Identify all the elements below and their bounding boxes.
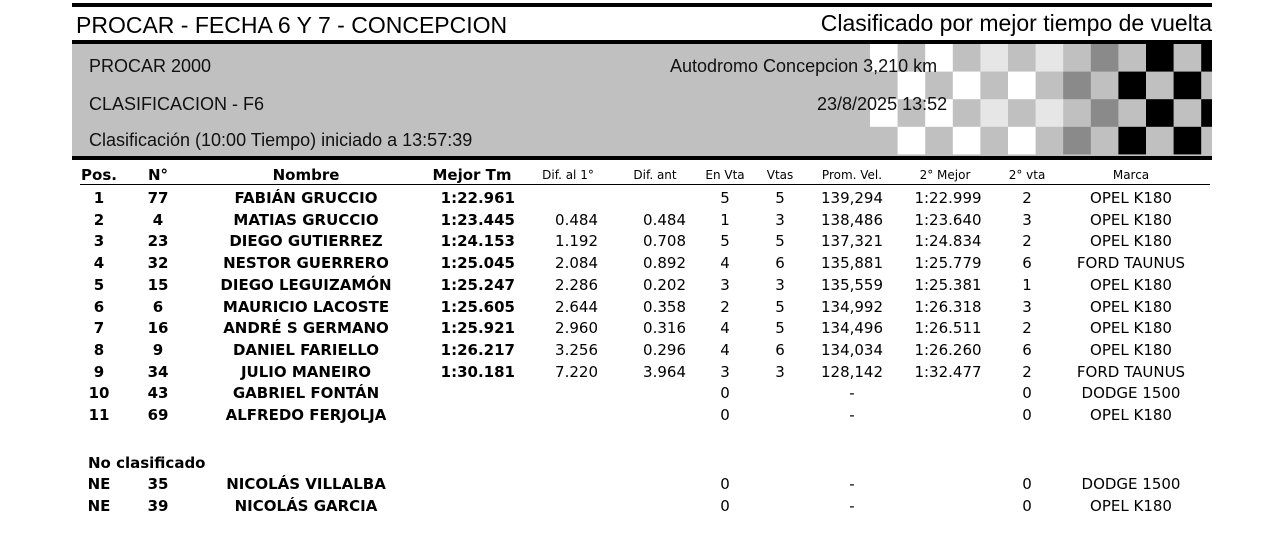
table-cell-num: 34 xyxy=(147,362,169,381)
table-cell-difant: 0.708 xyxy=(643,232,686,251)
column-header: Pos. xyxy=(81,166,117,184)
column-header: 2° vta xyxy=(1008,168,1046,182)
table-cell-prom: - xyxy=(849,406,855,424)
table-cell-dif1: 7.220 xyxy=(555,362,598,381)
column-header: Dif. al 1° xyxy=(542,168,594,182)
table-cell-vta2: 2 xyxy=(1022,232,1032,251)
table-cell-vta2: 0 xyxy=(1022,384,1032,403)
table-cell-second: 1:32.477 xyxy=(914,362,982,381)
session-label: CLASIFICACION - F6 xyxy=(89,94,265,114)
table-cell-name: MATIAS GRUCCIO xyxy=(233,210,379,229)
table-cell-marca: OPEL K180 xyxy=(1090,297,1172,316)
table-cell-envta: 0 xyxy=(720,406,730,424)
table-cell-vta2: 2 xyxy=(1022,189,1032,207)
table-cell-prom: 134,496 xyxy=(820,319,884,338)
table-cell-marca: OPEL K180 xyxy=(1090,189,1172,207)
column-header: Mejor Tm xyxy=(432,166,512,184)
table-cell-marca: OPEL K180 xyxy=(1090,406,1172,424)
table-cell-vtas: 5 xyxy=(775,232,785,251)
table-cell-best: 1:23.445 xyxy=(440,210,515,229)
table-cell-prom: 139,294 xyxy=(820,189,884,207)
table-cell-pos: 5 xyxy=(93,275,105,294)
table-cell-second: 1:26.318 xyxy=(914,297,982,316)
table-cell-vta2: 6 xyxy=(1022,340,1032,359)
table-cell-name: NESTOR GUERRERO xyxy=(223,254,389,273)
column-header: Prom. Vel. xyxy=(821,168,883,182)
table-cell-vtas: 3 xyxy=(775,275,785,294)
table-cell-prom: 137,321 xyxy=(820,232,884,251)
table-cell-num: 35 xyxy=(147,475,169,493)
table-cell-difant: 0.316 xyxy=(643,319,686,338)
table-cell-name: ANDRÉ S GERMANO xyxy=(223,319,389,338)
table-cell-vtas: 6 xyxy=(775,254,785,273)
table-cell-marca: FORD TAUNUS xyxy=(1076,254,1186,273)
table-cell-best: 1:30.181 xyxy=(440,362,515,381)
column-header: Vtas xyxy=(766,168,794,182)
table-cell-pos: NE xyxy=(87,496,111,515)
page-title: PROCAR - FECHA 6 Y 7 - CONCEPCION xyxy=(76,12,508,38)
table-cell-pos: 3 xyxy=(93,232,105,251)
table-cell-num: 4 xyxy=(152,210,164,229)
table-cell-second: 1:26.260 xyxy=(914,340,982,359)
table-cell-name: DIEGO GUTIERREZ xyxy=(229,232,383,251)
table-cell-prom: 128,142 xyxy=(820,362,884,381)
table-cell-best: 1:25.045 xyxy=(440,254,515,273)
track-label: Autodromo Concepcion 3,210 km xyxy=(670,56,938,76)
category-label: PROCAR 2000 xyxy=(89,56,212,76)
table-cell-num: 15 xyxy=(147,275,169,294)
table-cell-best: 1:25.605 xyxy=(440,297,515,316)
table-cell-name: NICOLÁS VILLALBA xyxy=(226,475,386,493)
table-cell-pos: 11 xyxy=(88,406,110,424)
table-cell-pos: 10 xyxy=(88,384,110,403)
table-cell-envta: 5 xyxy=(720,189,730,207)
table-cell-vta2: 6 xyxy=(1022,254,1032,273)
info-band xyxy=(72,40,1212,160)
table-cell-num: 39 xyxy=(147,496,169,515)
table-cell-vtas: 6 xyxy=(775,340,785,359)
table-cell-vta2: 0 xyxy=(1022,475,1032,493)
table-cell-pos: 1 xyxy=(93,189,105,207)
table-cell-vta2: 2 xyxy=(1022,362,1032,381)
table-cell-marca: FORD TAUNUS xyxy=(1076,362,1186,381)
table-cell-marca: DODGE 1500 xyxy=(1081,475,1181,493)
table-cell-vtas: 5 xyxy=(775,189,785,207)
table-cell-pos: 6 xyxy=(93,297,105,316)
table-cell-prom: 134,992 xyxy=(820,297,884,316)
table-cell-num: 9 xyxy=(152,340,164,359)
table-cell-num: 69 xyxy=(147,406,169,424)
table-cell-name: FABIÁN GRUCCIO xyxy=(234,189,378,207)
table-cell-num: 16 xyxy=(147,319,169,338)
table-cell-num: 6 xyxy=(152,297,164,316)
table-cell-pos: 2 xyxy=(93,210,105,229)
datetime-label: 23/8/2025 13:52 xyxy=(817,94,948,114)
table-cell-vtas: 5 xyxy=(775,319,785,338)
table-cell-marca: OPEL K180 xyxy=(1090,496,1172,515)
table-cell-name: JULIO MANEIRO xyxy=(240,362,372,381)
table-cell-pos: 7 xyxy=(93,319,105,338)
table-cell-num: 32 xyxy=(147,254,169,273)
table-cell-name: GABRIEL FONTÁN xyxy=(232,384,380,403)
table-cell-num: 77 xyxy=(147,189,169,207)
table-cell-pos: NE xyxy=(87,475,111,493)
table-cell-envta: 3 xyxy=(720,275,730,294)
table-cell-name: NICOLÁS GARCIA xyxy=(234,496,378,515)
table-cell-envta: 5 xyxy=(720,232,730,251)
no-clasificado-label: No clasificado xyxy=(88,454,206,472)
column-header: Marca xyxy=(1112,168,1150,182)
header-rule xyxy=(80,184,1210,185)
table-cell-marca: OPEL K180 xyxy=(1090,275,1172,294)
table-cell-marca: DODGE 1500 xyxy=(1081,384,1181,403)
table-cell-envta: 0 xyxy=(720,384,730,403)
column-header: N° xyxy=(147,166,169,184)
table-cell-dif1: 2.084 xyxy=(555,254,598,273)
table-cell-difant: 0.296 xyxy=(643,340,686,359)
table-cell-second: 1:23.640 xyxy=(914,210,982,229)
table-cell-dif1: 2.286 xyxy=(555,275,598,294)
page-subtitle: Clasificado por mejor tiempo de vuelta xyxy=(820,10,1212,36)
table-cell-envta: 3 xyxy=(720,362,730,381)
table-cell-pos: 9 xyxy=(93,362,105,381)
table-cell-prom: - xyxy=(849,496,855,515)
table-cell-difant: 0.484 xyxy=(643,210,686,229)
table-cell-envta: 4 xyxy=(720,340,730,359)
top-rule xyxy=(72,3,1212,7)
table-cell-second: 1:22.999 xyxy=(914,189,982,207)
table-cell-difant: 0.358 xyxy=(643,297,686,316)
table-cell-second: 1:24.834 xyxy=(914,232,982,251)
column-header: Dif. ant xyxy=(633,168,677,182)
table-cell-second: 1:25.779 xyxy=(914,254,982,273)
table-cell-best: 1:26.217 xyxy=(440,340,515,359)
table-cell-best: 1:25.921 xyxy=(440,319,515,338)
column-header: 2° Mejor xyxy=(919,168,971,182)
table-cell-envta: 0 xyxy=(720,475,730,493)
table-cell-marca: OPEL K180 xyxy=(1090,340,1172,359)
table-cell-vta2: 0 xyxy=(1022,406,1032,424)
table-cell-vtas: 3 xyxy=(775,210,785,229)
table-cell-best: 1:22.961 xyxy=(440,189,515,207)
table-cell-envta: 2 xyxy=(720,297,730,316)
table-cell-vta2: 1 xyxy=(1022,275,1032,294)
table-cell-vtas: 5 xyxy=(775,297,785,316)
table-cell-dif1: 3.256 xyxy=(555,340,598,359)
table-cell-vta2: 2 xyxy=(1022,319,1032,338)
table-cell-prom: - xyxy=(849,475,855,493)
table-cell-name: MAURICIO LACOSTE xyxy=(222,297,390,316)
table-cell-dif1: 2.644 xyxy=(555,297,598,316)
table-cell-vtas: 3 xyxy=(775,362,785,381)
table-cell-prom: 135,881 xyxy=(820,254,884,273)
table-cell-dif1: 0.484 xyxy=(555,210,598,229)
table-cell-vta2: 3 xyxy=(1022,210,1032,229)
table-cell-prom: - xyxy=(849,384,855,403)
table-cell-dif1: 1.192 xyxy=(555,232,598,251)
table-cell-name: DIEGO LEGUIZAMÓN xyxy=(220,275,392,294)
table-cell-envta: 1 xyxy=(720,210,730,229)
table-cell-best: 1:24.153 xyxy=(440,232,515,251)
table-cell-pos: 8 xyxy=(93,340,105,359)
table-cell-prom: 138,486 xyxy=(820,210,884,229)
table-cell-dif1: 2.960 xyxy=(555,319,598,338)
table-cell-num: 23 xyxy=(147,232,169,251)
table-cell-difant: 0.892 xyxy=(643,254,686,273)
table-cell-difant: 3.964 xyxy=(643,362,686,381)
table-cell-envta: 4 xyxy=(720,254,730,273)
table-cell-name: ALFREDO FERJOLJA xyxy=(225,406,387,424)
table-cell-second: 1:26.511 xyxy=(914,319,982,338)
table-cell-marca: OPEL K180 xyxy=(1090,232,1172,251)
table-cell-marca: OPEL K180 xyxy=(1090,210,1172,229)
table-cell-marca: OPEL K180 xyxy=(1090,319,1172,338)
table-cell-name: DANIEL FARIELLO xyxy=(232,340,380,359)
table-cell-second: 1:25.381 xyxy=(914,275,982,294)
table-cell-difant: 0.202 xyxy=(643,275,686,294)
table-cell-num: 43 xyxy=(147,384,169,403)
table-cell-vta2: 0 xyxy=(1022,496,1032,515)
table-cell-prom: 134,034 xyxy=(820,340,884,359)
table-cell-envta: 4 xyxy=(720,319,730,338)
table-cell-vta2: 3 xyxy=(1022,297,1032,316)
table-cell-prom: 135,559 xyxy=(820,275,884,294)
column-header: En Vta xyxy=(705,168,745,182)
table-cell-best: 1:25.247 xyxy=(440,275,515,294)
table-cell-pos: 4 xyxy=(93,254,105,273)
table-cell-envta: 0 xyxy=(720,496,730,515)
column-header: Nombre xyxy=(272,166,340,184)
session-detail-label: Clasificación (10:00 Tiempo) iniciado a 13:57:39 xyxy=(89,130,473,150)
